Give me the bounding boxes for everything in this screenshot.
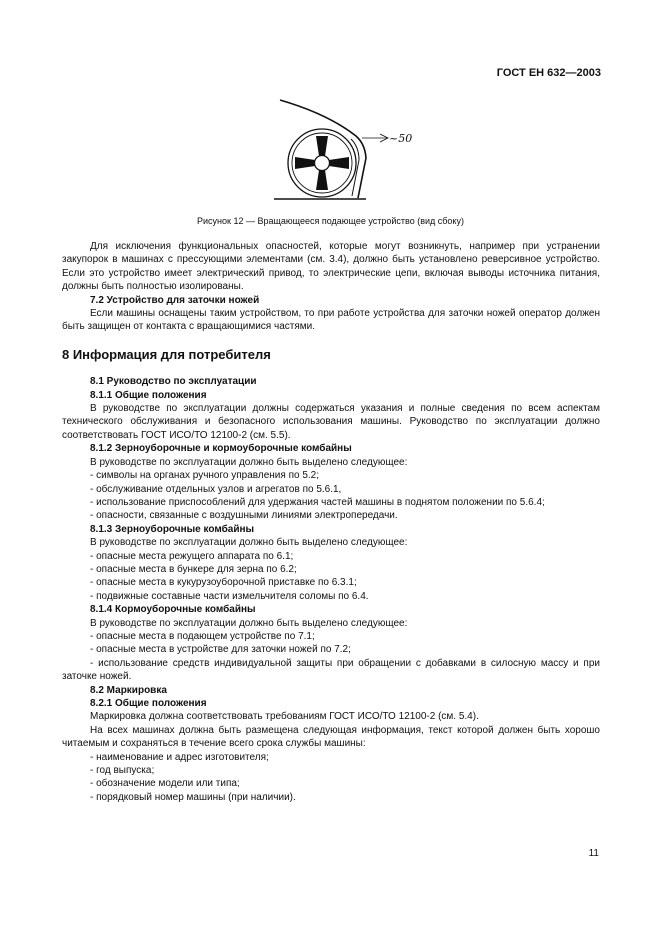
paragraph: В руководстве по эксплуатации должно быть выделено следующее: [90,537,408,549]
spoke-top [316,136,328,156]
paragraph: В руководстве по эксплуатации должно быть выделено следующее: [90,456,408,468]
paragraph: На всех машинах должна быть размещена следующая информация, текст которой должен быть хорошо читаемым и сохраняться в течение всего срока службы машины: [62,724,600,750]
list-item: - обозначение модели или типа; [90,778,240,790]
subheading-8-1-4: 8.1.4 Кормоуборочные комбайны [90,604,256,616]
list-item: - год выпуска; [90,765,155,777]
list-item: - использование средств индивидуальной защиты при обращении с добавками в силосную массу и при заточке ножей. [62,657,600,683]
section-7-content [62,240,600,804]
list-item: - обслуживание отдельных узлов и агрегатов по 5.6.1, [90,483,342,495]
paragraph: Для исключения функциональных опасностей, которые могут возникнуть, например при устранении закупорок в машинах с прессующими элементами (см. 3.4), должно быть установлено реверсивное устройство. Если это устройство имеет электрический привод, то электрические цепи, включая выводы источника питания, должны быть полностью изолированы. [62,241,600,293]
list-item: - символы на органах ручного управления по 5.2; [90,470,320,482]
list-item: - порядковый номер машины (при наличии). [90,791,296,803]
paragraph: В руководстве по эксплуатации должно быть выделено следующее: [90,617,408,629]
list-item: - использование приспособлений для удержания частей машины в поднятом положении по 5.6.4; [90,496,545,508]
list-item: - опасные места режущего аппарата по 6.1; [90,550,294,562]
spoke-bottom [316,170,328,190]
list-item: - опасные места в подающем устройстве по 7.1; [90,630,315,642]
feeder-hub [315,156,330,171]
spoke-right [329,157,349,169]
figure-annotation: ~50 [389,132,413,145]
subheading-8-1-1: 8.1.1 Общие положения [90,389,207,401]
list-item: - наименование и адрес изготовителя; [90,751,269,763]
paragraph: В руководстве по эксплуатации должны содержаться указания и полные сведения по всем аспектам технического обслуживания и безопасного использования машины. Руководство по эксплуатации должно соответствовать ГОСТ ИСО/ТО 12100-2 (см. 5.5). [62,403,600,441]
figure-caption: Рисунок 12 — Вращающееся подающее устройство (вид сбоку) [197,216,464,226]
list-item: - опасные места в устройстве для заточки ножей по 7.2; [90,644,351,656]
paragraph: Если машины оснащены таким устройством, то при работе устройства для заточки ножей оператор должен быть защищен от контакта с вращающимися частями. [62,308,600,333]
list-item: - опасности, связанные с воздушными линиями электропередачи. [90,510,398,522]
subheading-8-1: 8.1 Руководство по эксплуатации [90,376,257,388]
subheading-8-1-3: 8.1.3 Зерноуборочные комбайны [90,523,255,535]
document-header: ГОСТ ЕН 632—2003 [496,67,601,79]
figure-12 [270,96,420,213]
page-number: 11 [588,848,599,859]
subheading-8-2-1: 8.2.1 Общие положения [90,698,207,709]
list-item: - опасные места в бункере для зерна по 6.2; [90,563,297,575]
subheading-8-2: 8.2 Маркировка [90,684,167,696]
drum-spokes [295,136,349,190]
list-item: - подвижные составные части измельчителя соломы по 6.4. [90,590,369,602]
section-8-title: 8 Информация для потребителя [62,346,271,362]
subheading-7-2: 7.2 Устройство для заточки ножей [90,294,260,306]
paragraph: Маркировка должна соответствовать требованиям ГОСТ ИСО/ТО 12100-2 (см. 5.4). [90,711,479,723]
list-item: - опасные места в кукурузоуборочной приставке по 6.3.1; [90,577,357,589]
rotating-feeder-drawing [270,96,420,208]
subheading-8-1-2: 8.1.2 Зерноуборочные и кормоуборочные комбайны [90,443,352,455]
spoke-left [295,157,315,169]
